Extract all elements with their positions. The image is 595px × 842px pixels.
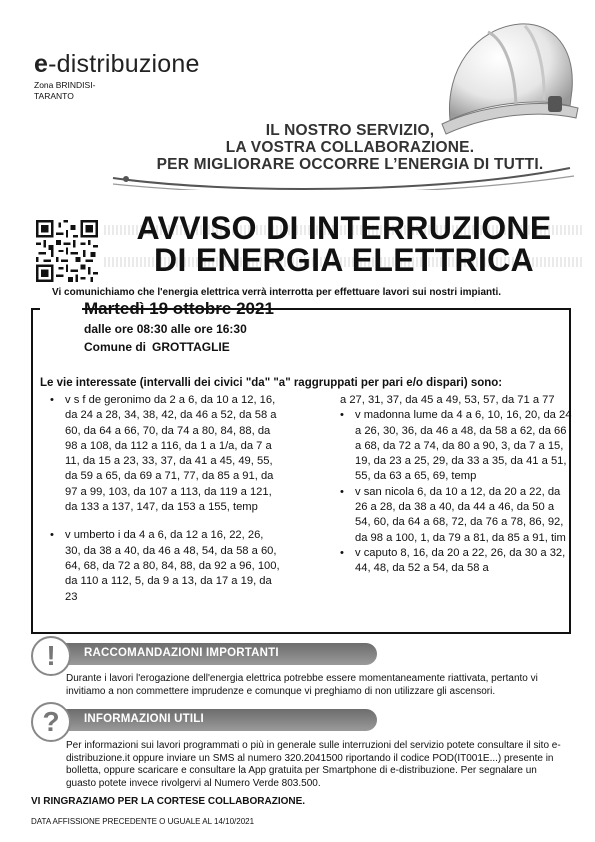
bullet-icon: • bbox=[50, 529, 54, 542]
intro-text: Vi comunichiamo che l'energia elettrica verrà interrotta per effettuare lavori sui nostri impianti. bbox=[52, 287, 501, 298]
bullet-icon: • bbox=[340, 485, 344, 498]
bullet-icon: • bbox=[340, 409, 344, 422]
title-line-1: AVVISO DI INTERRUZIONE bbox=[136, 210, 552, 246]
zone-line-1: Zona BRINDISI- bbox=[34, 80, 96, 90]
streets-heading: Le vie interessate (intervalli dei civici "da" "a" raggruppati per pari e/o dispari) sono: bbox=[40, 377, 503, 389]
street-entry: v madonna lume da 4 a 6, 10, 16, 20, da 24 a 26, 30, 36, da 46 a 48, da 58 a 62, da 66 a 68, da 72 a 74, da 80 a 90, 3, da 7 a 15, 19, da 23 a 25, 29, da 33 a 35, da 41 a 51, 55, da 63 a 65, 69, temp bbox=[355, 409, 572, 483]
list-item bbox=[50, 393, 282, 515]
streets-column-right bbox=[340, 393, 572, 577]
info-title: INFORMAZIONI UTILI bbox=[84, 713, 204, 725]
list-item bbox=[50, 528, 282, 604]
warning-icon: ! bbox=[31, 636, 71, 676]
streets-column-left bbox=[50, 393, 282, 605]
list-item bbox=[340, 485, 572, 546]
municipality-label: Comune di bbox=[84, 340, 146, 354]
title-line-2: DI ENERGIA ELETTRICA bbox=[154, 242, 534, 278]
street-entry: v san nicola 6, da 10 a 12, da 20 a 22, da 26 a 28, da 38 a 40, da 44 a 46, da 50 a 54, 60, da 64 a 68, 72, da 76 a 78, 86, 92, da 98 a 100, 1, da 79 a 81, da 85 a 91, tim bbox=[355, 485, 566, 544]
logo-text: -distribuzione bbox=[48, 50, 200, 78]
recommendations-text: Durante i lavori l'erogazione dell'energia elettrica potrebbe essere momentaneamente riattivata, pertanto vi invitiamo a non commettere imprudenze e comunque vi preghiamo di non utilizzare gli ascensori. bbox=[66, 673, 538, 697]
zone-label bbox=[34, 80, 114, 102]
thanks-line: VI RINGRAZIAMO PER LA CORTESE COLLABORAZIONE. bbox=[31, 796, 306, 807]
municipality-name: GROTTAGLIE bbox=[152, 340, 230, 354]
box-gap bbox=[40, 300, 82, 314]
posting-date: DATA AFFISSIONE PRECEDENTE O UGUALE AL 14/10/2021 bbox=[31, 817, 255, 826]
tagline-line-3: PER MIGLIORARE OCCORRE L’ENERGIA DI TUTTI. bbox=[156, 156, 544, 173]
zone-line-2: TARANTO bbox=[34, 91, 74, 101]
municipality bbox=[84, 340, 230, 354]
qr-code[interactable] bbox=[36, 220, 98, 282]
street-entry-continuation: a 27, 31, 37, da 45 a 49, 53, 57, da 71 a 77 bbox=[340, 394, 555, 406]
list-item bbox=[340, 408, 572, 484]
bullet-icon: • bbox=[50, 394, 54, 406]
bullet-icon: • bbox=[340, 546, 344, 559]
street-entry: v s f de geronimo da 2 a 6, da 10 a 12, 16, da 24 a 28, 34, 38, 42, da 46 a 52, da 58 a 60, da 64 a 66, 70, da 74 a 80, 84, 88, da 98 a 108, da 112 a 116, da 1 a 1/a, da 7 a 11, da 15 a 23, 33, 37, da 41 a 45, 49, 55, da 59 a 65, da 69 a 71, 77, da 85 a 91, da 97 a 99, 103, da 107 a 113, da 119 a 121, da 133 a 137, 147, da 153 a 155, temp bbox=[65, 394, 277, 514]
company-logo bbox=[34, 50, 200, 79]
list-item bbox=[340, 546, 572, 577]
question-icon: ? bbox=[31, 702, 71, 742]
info-text: Per informazioni sui lavori programmati o più in generale sulle interruzioni del servizio potete consultare il sito e-distribuzione.it oppure inviare un SMS al numero 320.2041500 riportando il codice POD(IT001E...) presente in bolletta, oppure scaricare e consultare la App gratuita per Smartphone di e-distribuzione. Per segnalare un guasto potete invece rivolgervi al Numero Verde 803.500. bbox=[66, 740, 561, 789]
street-entry: v umberto i da 4 a 6, da 12 a 16, 22, 26, 30, da 38 a 40, da 46 a 48, 54, da 58 a 60, 64, 68, da 72 a 80, 84, 88, da 92 a 96, 100, da 110 a 112, 5, da 9 a 13, da 17 a 19, da 23 bbox=[65, 529, 280, 603]
logo-prefix: e bbox=[34, 50, 49, 78]
notice-title bbox=[104, 212, 584, 276]
tagline-line-1: IL NOSTRO SERVIZIO, bbox=[265, 122, 435, 139]
tagline-line-2: LA VOSTRA COLLABORAZIONE. bbox=[225, 139, 475, 156]
recommendations-title: RACCOMANDAZIONI IMPORTANTI bbox=[84, 647, 279, 659]
outage-date: Martedì 19 ottobre 2021 bbox=[84, 299, 274, 318]
street-entry: v caputo 8, 16, da 20 a 22, 26, da 30 a 32, 44, 48, da 52 a 54, da 58 a bbox=[355, 546, 566, 575]
outage-hours: dalle ore 08:30 alle ore 16:30 bbox=[84, 322, 247, 336]
tagline bbox=[120, 122, 580, 173]
